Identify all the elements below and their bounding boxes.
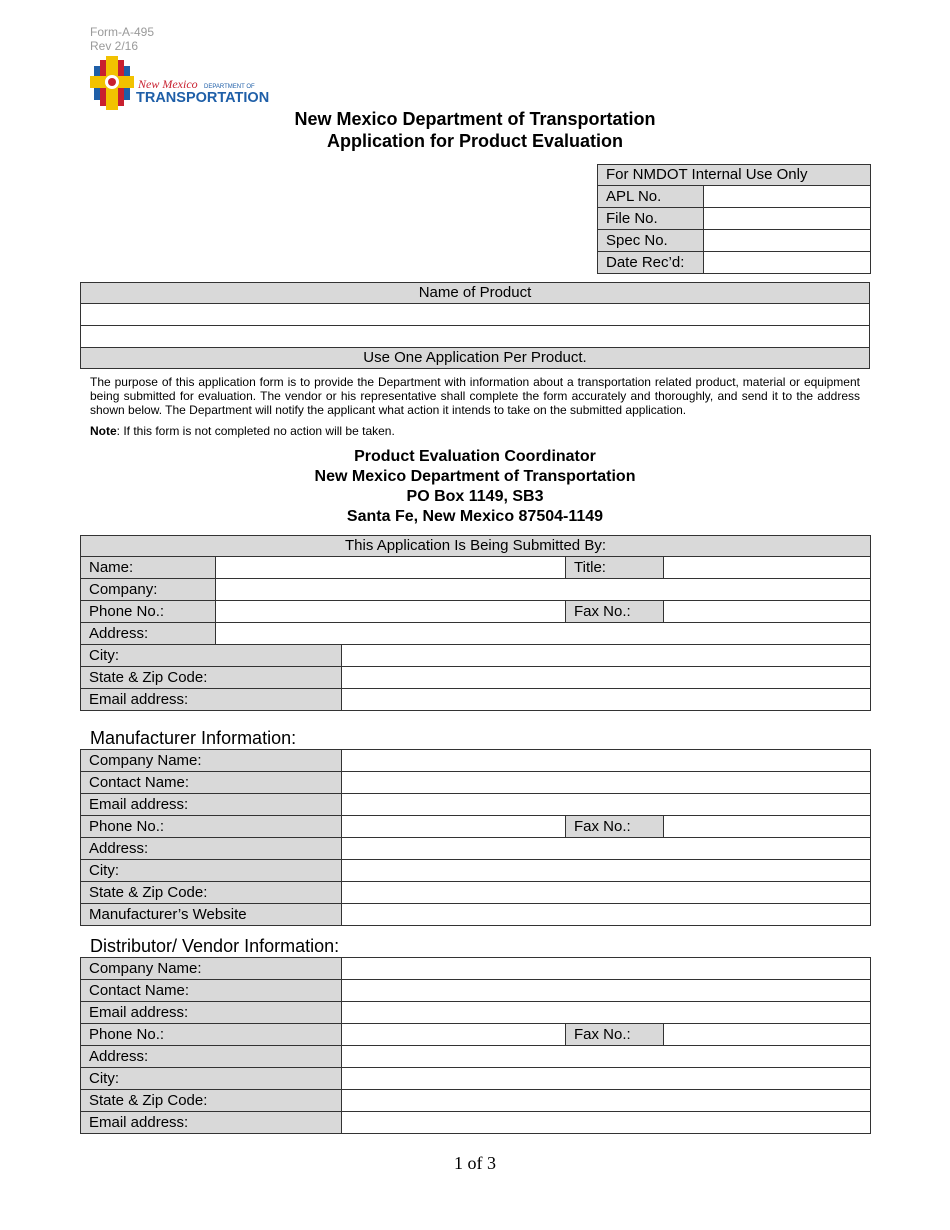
submitter-phone-label: Phone No.: bbox=[81, 601, 216, 623]
note-label: Note bbox=[90, 424, 117, 438]
mfr-company-label: Company Name: bbox=[81, 750, 342, 772]
page-title: New Mexico Department of Transportation bbox=[294, 109, 656, 129]
product-name-heading: Name of Product bbox=[81, 283, 870, 304]
page-number: 1 of 3 bbox=[454, 1153, 496, 1173]
dist-email2-label: Email address: bbox=[81, 1112, 342, 1134]
logo-main-text: TRANSPORTATION bbox=[136, 90, 270, 106]
form-id bbox=[90, 25, 154, 53]
dist-phone-label: Phone No.: bbox=[81, 1024, 342, 1046]
dist-company-label: Company Name: bbox=[81, 958, 342, 980]
submitter-city-field[interactable] bbox=[342, 645, 871, 667]
dist-fax-field[interactable] bbox=[664, 1024, 871, 1046]
address-line-4: Santa Fe, New Mexico 87504-1149 bbox=[346, 508, 604, 525]
zia-sun-icon bbox=[90, 56, 272, 110]
dist-address-label: Address: bbox=[81, 1046, 342, 1068]
apl-no-label: APL No. bbox=[598, 186, 704, 208]
spec-no-label: Spec No. bbox=[598, 230, 704, 252]
dist-company-field[interactable] bbox=[342, 958, 871, 980]
submitter-address-label: Address: bbox=[81, 623, 216, 645]
distributor-table bbox=[80, 957, 871, 1134]
submitter-phone-field[interactable] bbox=[216, 601, 566, 623]
dist-email2-field[interactable] bbox=[342, 1112, 871, 1134]
dist-state-zip-field[interactable] bbox=[342, 1090, 871, 1112]
submitter-title-label: Title: bbox=[566, 557, 664, 579]
nmdot-logo bbox=[90, 56, 272, 110]
note-line bbox=[90, 424, 395, 438]
product-name-table bbox=[80, 282, 870, 369]
spec-no-field[interactable] bbox=[704, 230, 871, 252]
mfr-state-zip-label: State & Zip Code: bbox=[81, 882, 342, 904]
mfr-fax-field[interactable] bbox=[664, 816, 871, 838]
internal-use-heading: For NMDOT Internal Use Only bbox=[598, 165, 871, 186]
submitter-heading: This Application Is Being Submitted By: bbox=[81, 536, 871, 557]
logo-dept-text: DEPARTMENT OF bbox=[204, 84, 255, 90]
submitter-address-field[interactable] bbox=[216, 623, 871, 645]
submitter-company-label: Company: bbox=[81, 579, 216, 601]
mfr-company-field[interactable] bbox=[342, 750, 871, 772]
mfr-phone-field[interactable] bbox=[342, 816, 566, 838]
mfr-phone-label: Phone No.: bbox=[81, 816, 342, 838]
product-name-field-1[interactable] bbox=[81, 304, 870, 326]
submitter-state-zip-field[interactable] bbox=[342, 667, 871, 689]
submitter-email-field[interactable] bbox=[342, 689, 871, 711]
mfr-city-field[interactable] bbox=[342, 860, 871, 882]
submitter-email-label: Email address: bbox=[81, 689, 342, 711]
form-number: Form-A-495 bbox=[90, 25, 155, 39]
note-text: : If this form is not completed no action will be taken. bbox=[116, 424, 395, 438]
purpose-paragraph: The purpose of this application form is to provide the Department with information about a transportation related product, material or equipment being submitted for evaluation. The vendor or his representative shall complete the form accurately and thoroughly, and send it to the address shown below. The Department will notify the applicant what action it intends to take on the submitted application. bbox=[90, 375, 860, 417]
dist-city-label: City: bbox=[81, 1068, 342, 1090]
submitter-name-label: Name: bbox=[81, 557, 216, 579]
submitter-table bbox=[80, 535, 871, 711]
file-no-field[interactable] bbox=[704, 208, 871, 230]
product-name-field-2[interactable] bbox=[81, 326, 870, 348]
manufacturer-heading: Manufacturer Information: bbox=[90, 728, 297, 748]
form-revision: Rev 2/16 bbox=[90, 39, 139, 53]
apl-no-field[interactable] bbox=[704, 186, 871, 208]
date-recd-field[interactable] bbox=[704, 252, 871, 274]
dist-address-field[interactable] bbox=[342, 1046, 871, 1068]
page-subtitle: Application for Product Evaluation bbox=[326, 131, 623, 151]
logo-script-text: New Mexico bbox=[138, 77, 198, 91]
submitter-state-zip-label: State & Zip Code: bbox=[81, 667, 342, 689]
mfr-address-label: Address: bbox=[81, 838, 342, 860]
distributor-heading: Distributor/ Vendor Information: bbox=[90, 936, 340, 956]
submitter-fax-label: Fax No.: bbox=[566, 601, 664, 623]
dist-city-field[interactable] bbox=[342, 1068, 871, 1090]
submitter-name-field[interactable] bbox=[216, 557, 566, 579]
mfr-contact-label: Contact Name: bbox=[81, 772, 342, 794]
dist-state-zip-label: State & Zip Code: bbox=[81, 1090, 342, 1112]
mfr-email-label: Email address: bbox=[81, 794, 342, 816]
dist-email-label: Email address: bbox=[81, 1002, 342, 1024]
mfr-address-field[interactable] bbox=[342, 838, 871, 860]
mfr-city-label: City: bbox=[81, 860, 342, 882]
dist-contact-field[interactable] bbox=[342, 980, 871, 1002]
mfr-email-field[interactable] bbox=[342, 794, 871, 816]
address-line-2: New Mexico Department of Transportation bbox=[314, 468, 636, 485]
address-line-3: PO Box 1149, SB3 bbox=[406, 488, 544, 505]
address-line-1: Product Evaluation Coordinator bbox=[354, 448, 596, 465]
dist-phone-field[interactable] bbox=[342, 1024, 566, 1046]
submitter-city-label: City: bbox=[81, 645, 342, 667]
submitter-company-field[interactable] bbox=[216, 579, 871, 601]
dist-contact-label: Contact Name: bbox=[81, 980, 342, 1002]
mfr-state-zip-field[interactable] bbox=[342, 882, 871, 904]
dist-email-field[interactable] bbox=[342, 1002, 871, 1024]
date-recd-label: Date Rec’d: bbox=[598, 252, 704, 274]
mfr-website-label: Manufacturer’s Website bbox=[81, 904, 342, 926]
one-application-note: Use One Application Per Product. bbox=[81, 348, 870, 369]
dist-fax-label: Fax No.: bbox=[566, 1024, 664, 1046]
mfr-contact-field[interactable] bbox=[342, 772, 871, 794]
submitter-title-field[interactable] bbox=[664, 557, 871, 579]
submitter-fax-field[interactable] bbox=[664, 601, 871, 623]
manufacturer-table bbox=[80, 749, 871, 926]
internal-use-table bbox=[597, 164, 871, 274]
file-no-label: File No. bbox=[598, 208, 704, 230]
mfr-website-field[interactable] bbox=[342, 904, 871, 926]
mfr-fax-label: Fax No.: bbox=[566, 816, 664, 838]
